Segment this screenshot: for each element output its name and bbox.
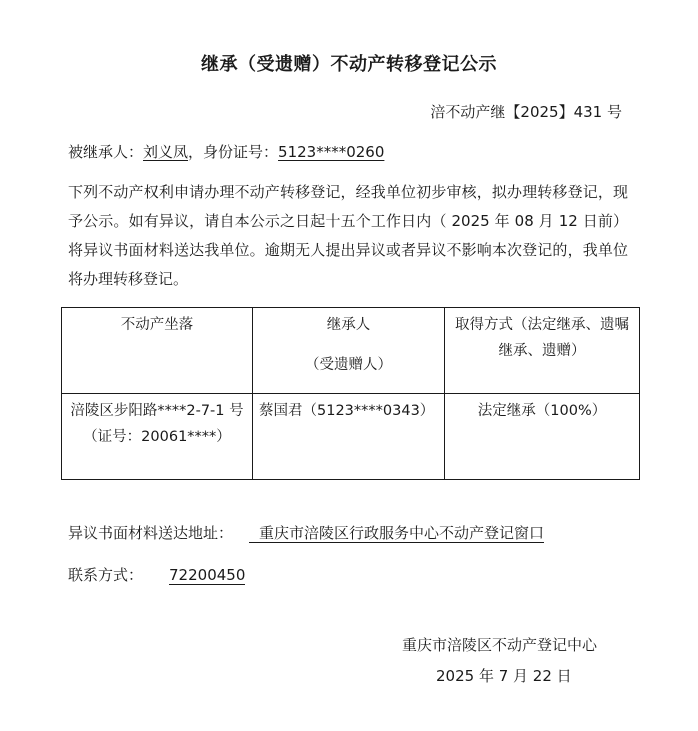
- objection-address-value: 重庆市涪陵区行政服务中心不动产登记窗口: [249, 524, 544, 543]
- table-header-row: [62, 308, 640, 394]
- notice-body: 下列不动产权利申请办理不动产转移登记，经我单位初步审核，拟办理转移登记，现予公示。如有异议，请自本公示之日起十五个工作日内（ 2025 年 08 月 12 日前）将异议书面材料送达我单位。逾期无人提出异议或者异议不影响本次登记的，我单位将办理转移登记。: [68, 183, 628, 288]
- table-row: [62, 394, 640, 480]
- decedent-label: 被继承人：: [68, 143, 144, 161]
- notice-title: 继承（受遗赠）不动产转移登记公示: [201, 54, 497, 75]
- contact-label: 联系方式：: [68, 566, 144, 584]
- decedent-id-number: 5123****0260: [278, 143, 385, 161]
- cell-location: 涪陵区步阳路****2-7-1 号 （证号：20061****）: [62, 394, 253, 480]
- header-location: [62, 308, 253, 394]
- cell-method: 法定继承（100%）: [445, 394, 640, 480]
- objection-address-label: 异议书面材料送达地址：: [68, 524, 234, 542]
- header-heir-sublabel: （受遗赠人）: [305, 357, 392, 373]
- contact-value: 72200450: [169, 566, 246, 584]
- document-number: 涪不动产继【2025】431 号: [430, 103, 622, 121]
- header-method: [445, 308, 640, 394]
- signature-date: 2025 年 7 月 22 日: [436, 667, 572, 685]
- signature-organization: 重庆市涪陵区不动产登记中心: [402, 636, 598, 654]
- objection-address-line: [68, 522, 544, 543]
- contact-line: [68, 564, 245, 585]
- header-method-label: 取得方式（法定继承、遗嘱继承、遗赠）: [455, 317, 629, 359]
- decedent-id-label: ，身份证号：: [188, 143, 279, 161]
- decedent-line: [68, 141, 384, 162]
- header-location-label: 不动产坐落: [120, 317, 194, 333]
- header-heir-label: 继承人: [326, 317, 371, 333]
- header-heir: [253, 308, 445, 394]
- property-table: [61, 307, 640, 480]
- decedent-name: 刘义凤: [143, 143, 189, 161]
- cell-heir: 蔡国君（5123****0343）: [253, 394, 445, 480]
